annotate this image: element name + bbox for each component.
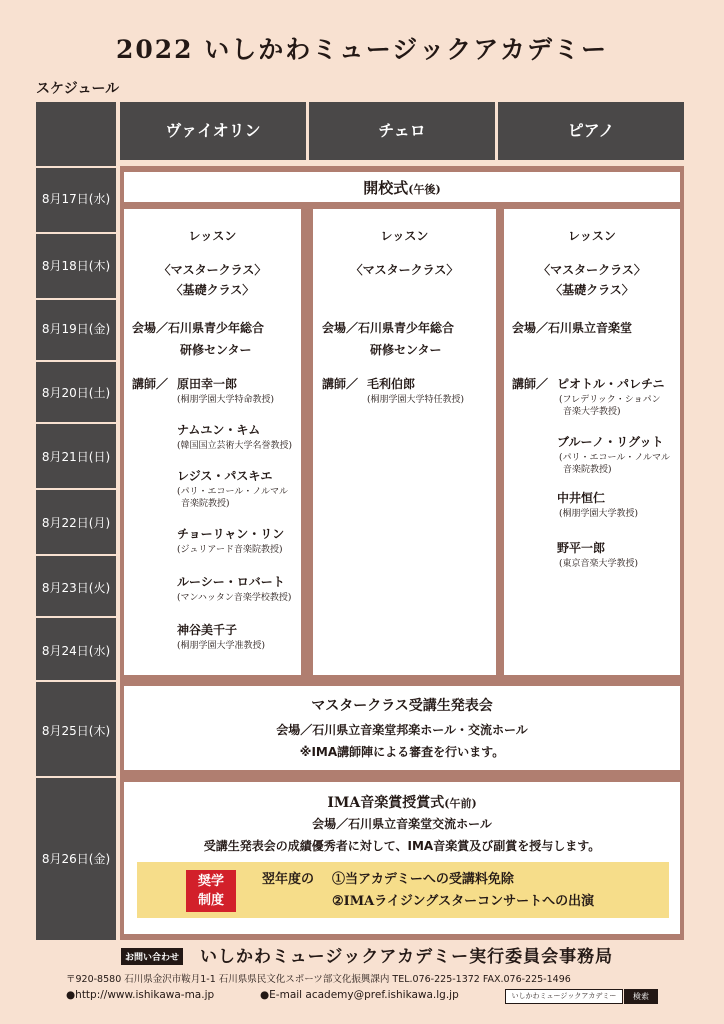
teacher-title: (桐朋学園大学准教授) (177, 641, 266, 651)
teacher-title: (韓国国立芸術大学名誉教授) (177, 441, 293, 451)
date-label: 8月18日(木) (41, 259, 111, 273)
cello-venue: 研修センター (370, 343, 442, 357)
teacher-name: 中井恒仁 (557, 491, 606, 505)
teacher-name: ルーシー・ロバート (177, 575, 285, 589)
scholarship-lead: 翌年度の (262, 872, 315, 887)
violin-lesson: レッスン (188, 229, 237, 243)
date-divider (36, 488, 116, 490)
teacher-title: (ジュリアード音楽院教授) (177, 545, 283, 555)
cello-teacher-prefix: 講師／ (322, 377, 359, 391)
date-label: 8月23日(火) (41, 581, 111, 595)
teacher-title: (パリ・エコール・ノルマル (177, 487, 288, 497)
scholarship-item: ①当アカデミーへの受講料免除 (332, 872, 514, 887)
date-divider (36, 422, 116, 424)
piano-teacher-prefix: 講師／ (512, 377, 549, 391)
recital-note: ※IMA講師陣による審査を行います。 (299, 745, 505, 759)
teacher-name: 原田幸一郎 (177, 377, 238, 391)
date-label: 8月19日(金) (41, 322, 111, 336)
website-link[interactable]: ●http://www.ishikawa-ma.jp (66, 989, 215, 1001)
date-divider (36, 166, 116, 168)
recital-title: マスタークラス受講生発表会 (311, 698, 493, 714)
recital-venue: 会場／石川県立音楽堂邦楽ホール・交流ホール (276, 723, 528, 737)
contact-tag: お問い合わせ (121, 948, 183, 965)
cello-box (313, 209, 496, 675)
teacher-title: (桐朋学園大学特命教授) (177, 395, 275, 405)
date-divider (36, 680, 116, 682)
teacher-title: (マンハッタン音楽学校教授) (177, 593, 292, 603)
teacher-title: (桐朋学園大学教授) (559, 509, 639, 519)
violin-venue: 研修センター (180, 343, 252, 357)
date-label: 8月26日(金) (41, 852, 111, 866)
search-button: 検索 (624, 989, 658, 1004)
cello-class: 〈マスタークラス〉 (350, 263, 459, 277)
scholarship-badge: 奨学 制度 (186, 870, 236, 912)
violin-class: 〈マスタークラス〉 (158, 263, 267, 277)
teacher-title: (東京音楽大学教授) (559, 559, 639, 569)
violin-teacher-prefix: 講師／ (132, 377, 169, 391)
teacher-name: ブルーノ・リグット (557, 435, 664, 449)
teacher-name: 野平一郎 (557, 541, 606, 555)
date-divider (36, 616, 116, 618)
date-label: 8月22日(月) (41, 516, 111, 530)
teacher-title: (パリ・エコール・ノルマル (559, 453, 670, 463)
date-label: 8月25日(木) (41, 724, 111, 738)
date-label: 8月21日(日) (41, 450, 111, 464)
date-label: 8月17日(水) (41, 192, 111, 206)
teacher-name: ピオトル・パレチニ (557, 377, 665, 391)
search-box: いしかわミュージックアカデミー (505, 989, 623, 1004)
violin-class: 〈基礎クラス〉 (170, 283, 255, 297)
violin-venue: 会場／石川県青少年総合 (132, 321, 265, 335)
teacher-title: 音楽大学教授) (563, 407, 621, 417)
cello-venue: 会場／石川県青少年総合 (322, 321, 455, 335)
cello-lesson: レッスン (380, 229, 429, 243)
teacher-name: 神谷美千子 (177, 623, 238, 637)
header-piano: ピアノ (498, 102, 684, 160)
header-violin: ヴァイオリン (120, 102, 306, 160)
piano-class: 〈マスタークラス〉 (538, 263, 646, 277)
date-divider (36, 776, 116, 778)
date-divider (36, 298, 116, 300)
teacher-name: チョーリャン・リン (177, 527, 285, 541)
page-title: 2022 いしかわミュージックアカデミー (115, 35, 609, 64)
award-description: 受講生発表会の成績優秀者に対して、IMA音楽賞及び副賞を授与します。 (203, 839, 601, 853)
teacher-name: 毛利伯郎 (367, 377, 416, 391)
teacher-title: (フレデリック・ショパン (559, 395, 661, 405)
scholarship-item: ②IMAライジングスターコンサートへの出演 (332, 894, 595, 909)
date-label: 8月24日(水) (41, 644, 111, 658)
award-title: IMA音楽賞授賞式(午前) (327, 795, 477, 811)
teacher-title: 音楽院教授) (563, 465, 612, 475)
contact-address: 〒920-8580 石川県金沢市鞍月1-1 石川県県民文化スポーツ部文化振興課内 TEL.076-225-1372 FAX.076-225-1496 (66, 974, 571, 985)
schedule-label: スケジュール (36, 81, 120, 97)
organizer-name: いしかわミュージックアカデミー実行委員会事務局 (200, 947, 614, 967)
award-venue: 会場／石川県立音楽堂交流ホール (312, 817, 492, 831)
piano-class: 〈基礎クラス〉 (550, 283, 634, 297)
teacher-name: レジス・パスキエ (177, 469, 273, 483)
piano-lesson: レッスン (568, 229, 616, 243)
date-divider (36, 554, 116, 556)
date-divider (36, 360, 116, 362)
date-divider (36, 232, 116, 234)
teacher-title: 音楽院教授) (181, 499, 230, 509)
teacher-title: (桐朋学園大学特任教授) (367, 395, 465, 405)
date-label: 8月20日(土) (41, 386, 111, 400)
opening-title: 開校式(午後) (363, 179, 441, 197)
email-link[interactable]: ●E-mail academy@pref.ishikawa.lg.jp (260, 989, 459, 1001)
teacher-name: ナムユン・キム (177, 423, 261, 437)
piano-venue: 会場／石川県立音楽堂 (512, 321, 633, 335)
header-cello: チェロ (309, 102, 495, 160)
